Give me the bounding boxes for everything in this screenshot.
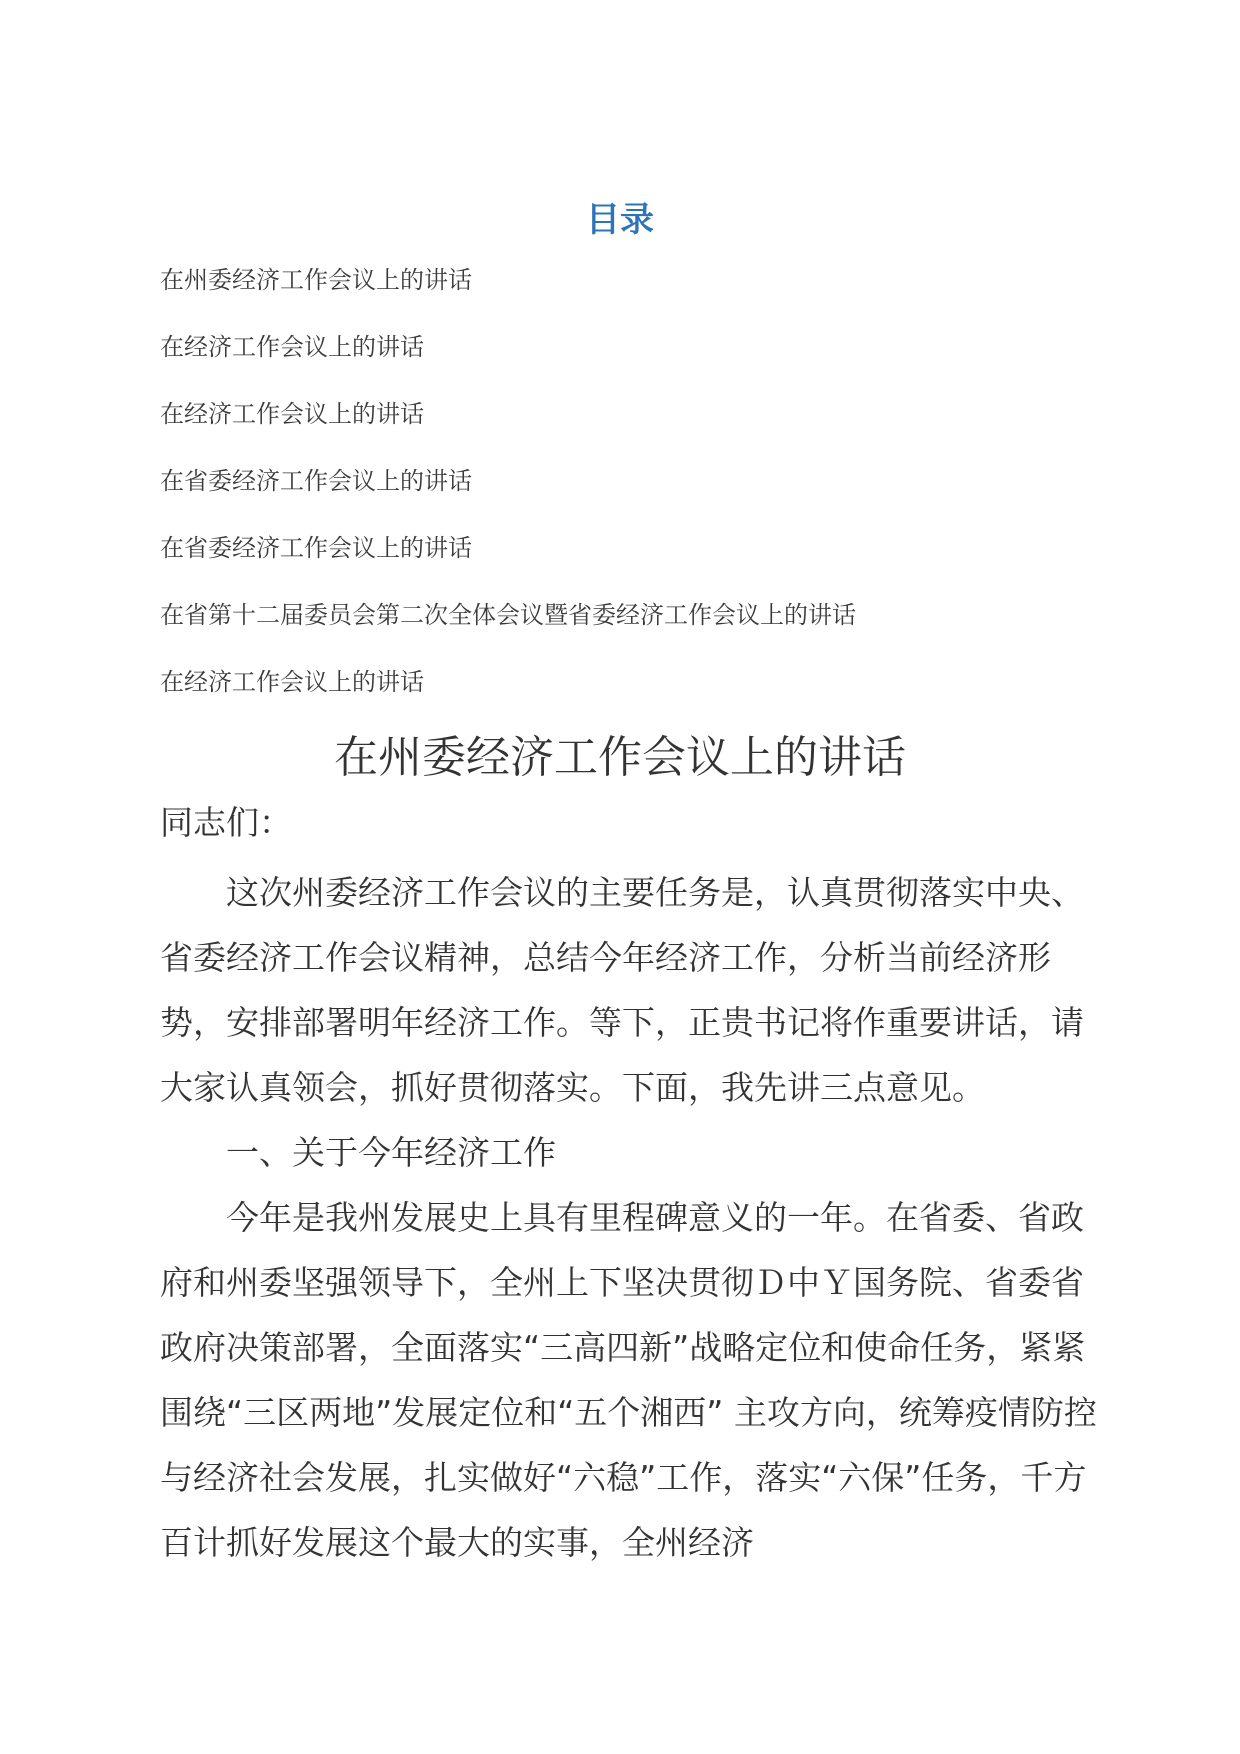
toc-list — [160, 264, 856, 733]
salutation: 同志们： — [160, 803, 292, 842]
toc-item[interactable]: 在经济工作会议上的讲话 — [160, 400, 424, 428]
section-heading: 一、关于今年经济工作 — [226, 1133, 556, 1172]
body-paragraph: 今年是我州发展史上具有里程碑意义的一年。在省委、省政府和州委坚强领导下，全州上下坚决贯彻Ｄ中Ｙ国务院、省委省政府决策部署，全面落实“三高四新”战略定位和使命任务，紧紧围绕“三区两地”发展定位和“五个湘西” 主攻方向，统筹疫情防控与经济社会发展，扎实做好“六稳”工作，落实“六保”任务，千方百计抓好发展这个最大的实事，全州经济 — [160, 1198, 1097, 1562]
toc-title: 目录 — [586, 200, 654, 240]
toc-item[interactable]: 在省第十二届委员会第二次全体会议暨省委经济工作会议上的讲话 — [160, 601, 856, 629]
body-paragraph: 这次州委经济工作会议的主要任务是，认真贯彻落实中央、省委经济工作会议精神，总结今年经济工作，分析当前经济形势，安排部署明年经济工作。等下，正贵书记将作重要讲话，请大家认真领会，抓好贯彻落实。下面，我先讲三点意见。 — [160, 873, 1084, 1107]
toc-item[interactable]: 在省委经济工作会议上的讲话 — [160, 467, 472, 495]
toc-item[interactable]: 在省委经济工作会议上的讲话 — [160, 534, 472, 562]
toc-item[interactable]: 在州委经济工作会议上的讲话 — [160, 266, 472, 294]
toc-item[interactable]: 在经济工作会议上的讲话 — [160, 333, 424, 361]
article-title: 在州委经济工作会议上的讲话 — [334, 732, 906, 783]
toc-item[interactable]: 在经济工作会议上的讲话 — [160, 668, 424, 696]
article-body — [160, 860, 1100, 1575]
